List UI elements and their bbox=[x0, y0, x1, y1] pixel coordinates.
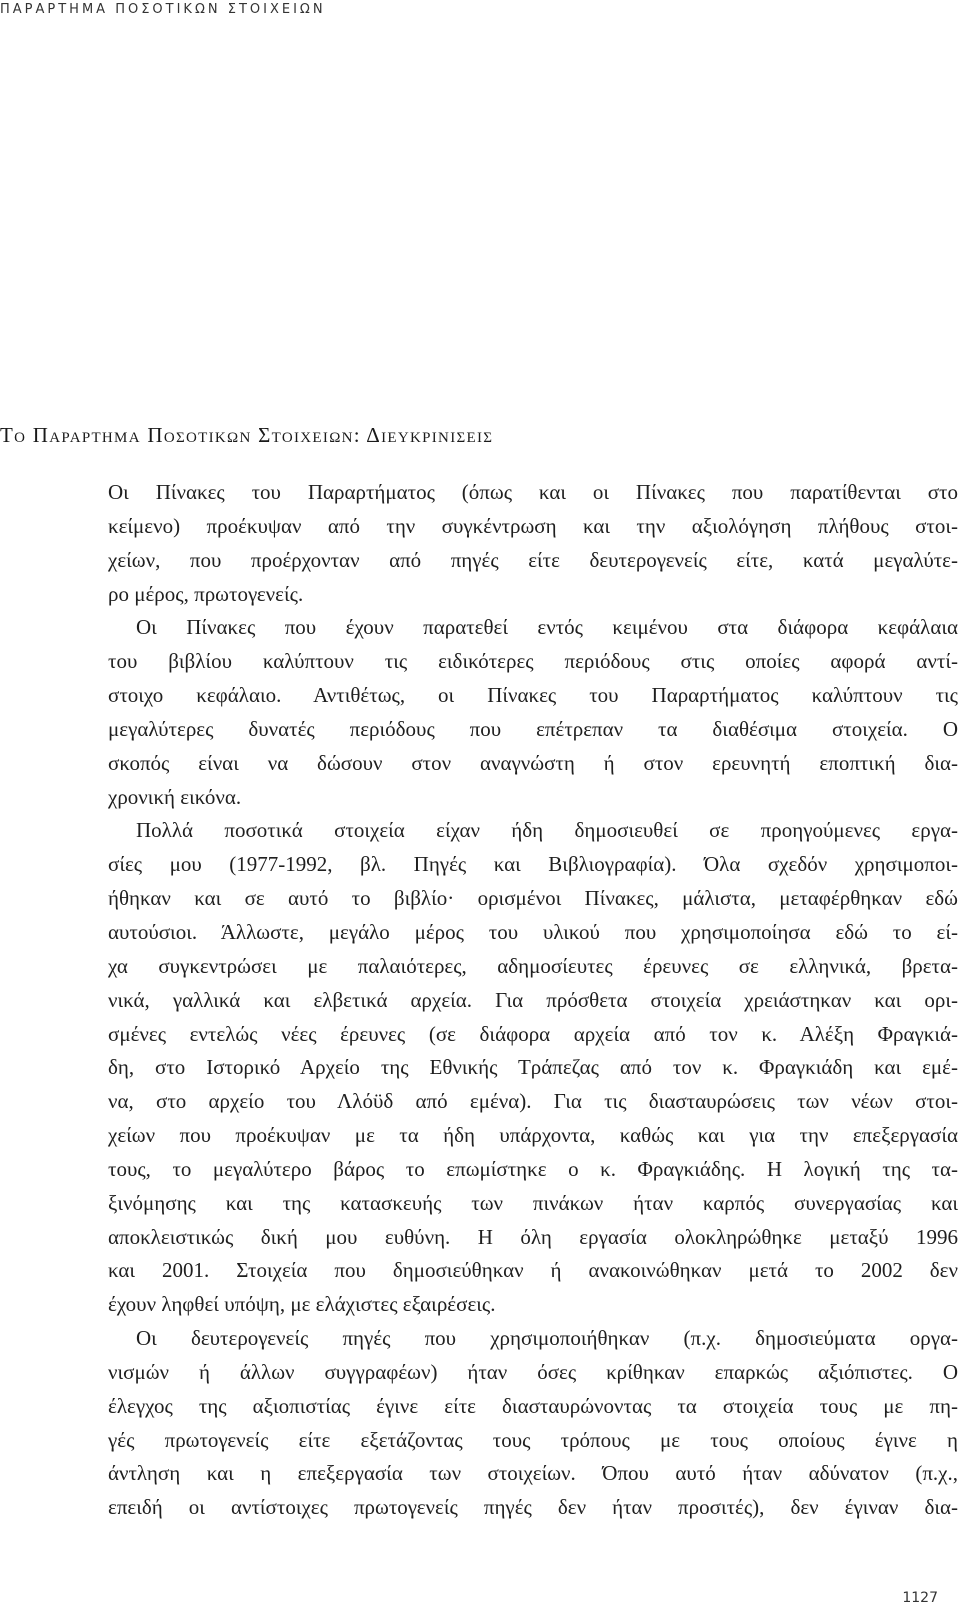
section-title: Το Παραρτημα Ποσοτικων Στοιχειων: Διευκρινισεις bbox=[0, 423, 494, 447]
text-line: του βιβλίου καλύπτουν τις ειδικότερες περιόδους στις οποίες αφορά αντί- bbox=[108, 649, 958, 674]
text-line: σκοπός είναι να δώσουν στον αναγνώστη ή στον ερευνητή εποπτική δια- bbox=[108, 750, 958, 775]
text-line: γές πρωτογενείς είτε εξετάζοντας τους τρόπους με τους οποίους έγινε η bbox=[108, 1427, 958, 1452]
text-line: σίες μου (1977-1992, βλ. Πηγές και Βιβλιογραφία). Όλα σχεδόν χρησιμοποι- bbox=[108, 852, 958, 877]
text-line: Οι δευτερογενείς πηγές που χρησιμοποιήθηκαν (π.χ. δημοσιεύματα οργα- bbox=[136, 1326, 958, 1351]
text-line: Οι Πίνακες που έχουν παρατεθεί εντός κειμένου στα διάφορα κεφάλαια bbox=[136, 615, 958, 640]
text-line: ρο μέρος, πρωτογενείς. bbox=[108, 581, 304, 606]
text-line: χείων που προέκυψαν με τα ήδη υπάρχοντα, καθώς και για την επεξεργασία bbox=[108, 1123, 958, 1148]
text-line: Οι Πίνακες του Παραρτήματος (όπως και οι Πίνακες που παρατίθενται στο bbox=[108, 480, 958, 504]
text-line: και 2001. Στοιχεία που δημοσιεύθηκαν ή ανακοινώθηκαν μετά το 2002 δεν bbox=[108, 1258, 958, 1283]
text-line: χείων, που προέρχονταν από πηγές είτε δευτερογενείς είτε, κατά μεγαλύτε- bbox=[108, 547, 958, 572]
body-text bbox=[108, 476, 958, 1525]
text-line: αυτούσιοι. Άλλωστε, μεγάλο μέρος του υλικού που χρησιμοποίησα εδώ το εί- bbox=[108, 919, 958, 944]
text-line: επειδή οι αντίστοιχες πρωτογενείς πηγές δεν ήταν προσιτές), δεν έγιναν δια- bbox=[108, 1495, 958, 1520]
text-line: χα συγκεντρώσει με παλαιότερες, αδημοσίευτες έρευνες σε ελληνικά, βρετα- bbox=[108, 953, 958, 978]
text-line: στοιχο κεφάλαιο. Αντιθέτως, οι Πίνακες του Παραρτήματος καλύπτουν τις bbox=[108, 683, 958, 708]
text-line: Πολλά ποσοτικά στοιχεία είχαν ήδη δημοσιευθεί σε προηγούμενες εργα- bbox=[136, 818, 958, 843]
text-line: μεγαλύτερες δυνατές περιόδους που επέτρεπαν τα διαθέσιμα στοιχεία. Ο bbox=[108, 716, 958, 741]
text-line: ήθηκαν και σε αυτό το βιβλίο· ορισμένοι Πίνακες, μάλιστα, μεταφέρθηκαν εδώ bbox=[108, 886, 958, 911]
text-line: δη, στο Ιστορικό Αρχείο της Εθνικής Τράπεζας από τον κ. Φραγκιάδη και εμέ- bbox=[108, 1055, 958, 1080]
text-line: χρονική εικόνα. bbox=[108, 784, 242, 809]
text-line: τους, το μεγαλύτερο βάρος το επωμίστηκε ο κ. Φραγκιάδης. Η λογική της τα- bbox=[108, 1156, 958, 1181]
text-line: άντληση και η επεξεργασία των στοιχείων. Όπου αυτό ήταν αδύνατον (π.χ., bbox=[108, 1461, 958, 1486]
text-line: αποκλειστικώς δική μου ευθύνη. Η όλη εργασία ολοκληρώθηκε μεταξύ 1996 bbox=[108, 1224, 958, 1249]
text-line: νισμών ή άλλων συγγραφέων) ήταν όσες κρίθηκαν επαρκώς αξιόπιστες. Ο bbox=[108, 1359, 958, 1384]
text-line: σμένες εντελώς νέες έρευνες (σε διάφορα αρχεία από τον κ. Αλέξη Φραγκιά- bbox=[108, 1021, 958, 1046]
text-line: έχουν ληφθεί υπόψη, με ελάχιστες εξαιρέσεις. bbox=[108, 1292, 496, 1317]
running-head: ΠΑΡΑΡΤΗΜΑ ΠΟΣΟΤΙΚΩΝ ΣΤΟΙΧΕΙΩΝ bbox=[0, 2, 326, 17]
text-line: κείμενο) προέκυψαν από την συγκέντρωση και την αξιολόγηση πλήθους στοι- bbox=[108, 513, 958, 538]
text-line: έλεγχος της αξιοπιστίας έγινε είτε διασταυρώνοντας τα στοιχεία τους με πη- bbox=[108, 1393, 958, 1418]
text-line: ξινόμησης και της κατασκευής των πινάκων ήταν καρπός συνεργασίας και bbox=[108, 1190, 958, 1215]
text-line: να, στο αρχείο του Λλόϋδ από εμένα). Για τις διασταυρώσεις των νέων στοι- bbox=[108, 1089, 958, 1114]
text-line: νικά, γαλλικά και ελβετικά αρχεία. Για πρόσθετα στοιχεία χρειάστηκαν και ορι- bbox=[108, 987, 958, 1012]
page-number: 1127 bbox=[902, 1590, 938, 1606]
